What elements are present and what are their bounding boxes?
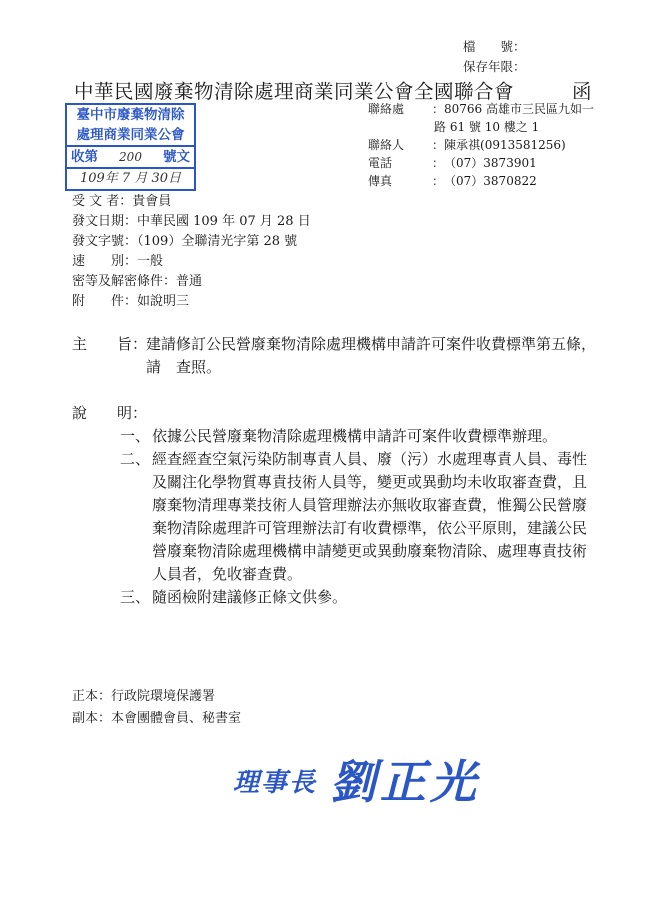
address-line1: 80766 高雄市三民區九如一 bbox=[444, 102, 595, 116]
phone-value: （07）3873901 bbox=[444, 156, 537, 170]
signature-title: 理事長 bbox=[233, 768, 318, 798]
stamp-date: 109年 7 月 30日 bbox=[67, 167, 194, 189]
stamp-recv-prefix: 收第 bbox=[71, 149, 98, 165]
fax-label: 傳真 bbox=[368, 174, 393, 188]
doc-meta bbox=[72, 192, 311, 312]
file-meta bbox=[463, 37, 526, 77]
issue-date: 發文日期：中華民國 109 年 07 月 28 日 bbox=[72, 214, 311, 229]
explanation-item: 二、 經查經查空氣污染防制專責人員、廢（污）水處理專責人員、毒性及關注化學物質專責技術人員等，變更或異動均未收取審查費，且廢棄物清理專業技術人員管理辦法亦無收取審查費，惟獨公民營廢棄物清除處理許可管理辦法訂有收費標準，依公平原則，建議公民營廢棄物清除處理機構申請變更或異動廢棄物清除、處理專責技術人員者，免收審查費。 bbox=[120, 450, 588, 583]
archive-no-label: 檔 號： bbox=[463, 39, 526, 54]
distribution bbox=[72, 686, 241, 730]
phone-row: 電話 ： （07）3873901 bbox=[368, 156, 537, 170]
fax-row: 傳真 ： （07）3870822 bbox=[368, 174, 537, 188]
subject-label: 主 旨： bbox=[72, 335, 148, 353]
address-row: 聯絡處 ： 80766 高雄市三民區九如一 bbox=[368, 102, 595, 116]
doc-number: 發文字號：（109）全聯清光字第 28 號 bbox=[72, 234, 298, 249]
org-title: 中華民國廢棄物清除處理商業同業公會全國聯合會 bbox=[74, 80, 515, 103]
stamp-line1: 臺中市廢棄物清除 bbox=[76, 107, 185, 123]
recipient: 受 文 者：貴會員 bbox=[72, 194, 172, 209]
stamp-line2: 處理商業同業公會 bbox=[76, 127, 185, 143]
retention-label: 保存年限： bbox=[463, 59, 526, 74]
person-row: 聯絡人 ： 陳承祺(0913581256) bbox=[368, 138, 566, 152]
person-value: 陳承祺(0913581256) bbox=[444, 138, 566, 152]
explanation-label: 說 明： bbox=[72, 404, 148, 422]
copy-recipient: 副本：本會團體會員、秘書室 bbox=[72, 711, 242, 726]
explanation-items bbox=[120, 425, 595, 609]
explanation-item: 三、 隨函檢附建議修正條文供參。 bbox=[120, 588, 348, 606]
address-line2: 路 61 號 10 樓之 1 bbox=[434, 120, 540, 134]
speed: 速 別：一般 bbox=[72, 254, 164, 269]
fax-value: （07）3870822 bbox=[444, 174, 537, 188]
classification: 密等及解密條件：普通 bbox=[72, 274, 203, 289]
address-label: 聯絡處 bbox=[368, 102, 405, 116]
explanation-item: 一、 依據公民營廢棄物清除處理機構申請許可案件收費標準辦理。 bbox=[120, 427, 558, 445]
signature-name: 劉正光 bbox=[330, 755, 480, 809]
doc-type: 函 bbox=[572, 80, 592, 103]
contact-block bbox=[368, 100, 594, 190]
attachment: 附 件：如說明三 bbox=[72, 294, 190, 309]
stamp-recv-suffix: 號文 bbox=[163, 149, 190, 165]
person-label: 聯絡人 bbox=[368, 138, 405, 152]
main-recipient: 正本：行政院環境保護署 bbox=[72, 689, 216, 704]
received-stamp bbox=[65, 103, 196, 191]
stamp-number-row bbox=[67, 145, 194, 167]
subject-text: 建請修訂公民營廢棄物清除處理機構申請許可案件收費標準第五條，請 查照。 bbox=[146, 335, 597, 376]
phone-label: 電話 bbox=[368, 156, 393, 170]
stamp-recv-number: 200 bbox=[119, 150, 142, 164]
